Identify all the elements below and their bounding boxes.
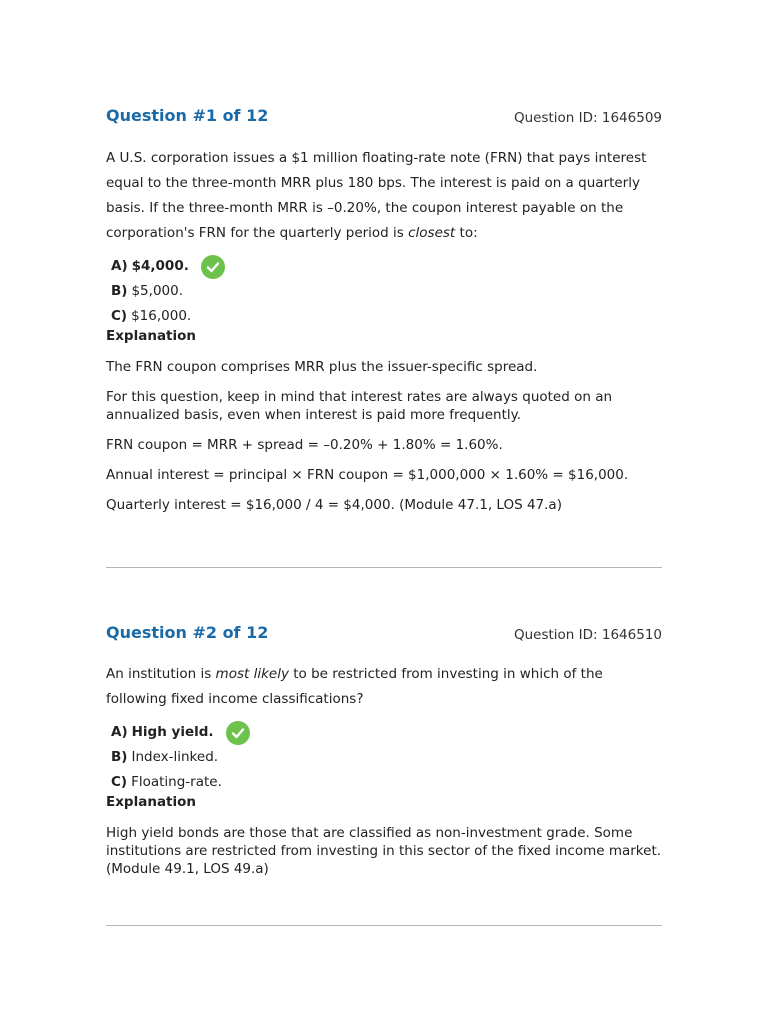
explanation-paragraph: Annual interest = principal × FRN coupon = $1,000,000 × 1.60% = $16,000. (106, 467, 629, 483)
option-text: $16,000. (131, 308, 192, 324)
stem-text-end: to be restricted from investing in which of the following fixed income classifications? (106, 666, 603, 707)
correct-check-icon (201, 255, 225, 279)
correct-check-icon (226, 721, 250, 745)
option-text: $5,000. (131, 283, 183, 299)
answer-options (106, 720, 662, 795)
explanation-heading: Explanation (106, 328, 197, 344)
question-header (106, 623, 662, 653)
question-divider (106, 925, 662, 926)
explanation-paragraph: For this question, keep in mind that interest rates are always quoted on an annualized basis, even when interest is paid more frequently. (106, 389, 613, 423)
option-text: Index-linked. (131, 749, 219, 765)
answer-options (106, 254, 662, 329)
explanation-heading: Explanation (106, 794, 197, 810)
explanation-paragraph: The FRN coupon comprises MRR plus the issuer-specific spread. (106, 359, 538, 375)
question-block-1 (106, 106, 662, 514)
option-text: High yield. (131, 724, 214, 740)
option-label: B) (111, 749, 128, 765)
option-text: $4,000. (131, 258, 189, 274)
question-header (106, 106, 662, 136)
question-title: Question #1 of 12 (106, 106, 269, 125)
question-title: Question #2 of 12 (106, 623, 269, 642)
explanation-paragraph: FRN coupon = MRR + spread = –0.20% + 1.80% = 1.60%. (106, 437, 503, 453)
explanation-paragraph: High yield bonds are those that are classified as non-investment grade. Some institutions are restricted from investing in this sector of the fixed income market. (Module 49.1, LOS 49.a) (106, 825, 662, 877)
stem-text: A U.S. corporation issues a $1 million floating-rate note (FRN) that pays interest equal to the three-month MRR plus 180 bps. The interest is paid on a quarterly basis. If the three-month MRR is –0.20%, the coupon interest payable on the corporation's FRN for the quarterly period is (106, 150, 647, 241)
option-a[interactable] (106, 254, 662, 279)
question-id: Question ID: 1646510 (513, 627, 662, 643)
stem-emphasis: most likely (215, 666, 289, 682)
question-id: Question ID: 1646509 (513, 110, 662, 126)
option-label: B) (111, 283, 128, 299)
option-b[interactable] (106, 745, 662, 770)
option-a[interactable] (106, 720, 662, 745)
option-text: Floating-rate. (131, 774, 222, 790)
question-divider (106, 567, 662, 568)
question-stem (106, 146, 662, 246)
question-block-2 (106, 623, 662, 878)
stem-emphasis: closest (408, 225, 456, 241)
explanation (106, 792, 662, 878)
option-label: C) (111, 308, 128, 324)
option-label: C) (111, 774, 128, 790)
option-b[interactable] (106, 279, 662, 304)
option-label: A) (111, 258, 128, 274)
explanation (106, 326, 662, 514)
stem-text: An institution is (106, 666, 216, 682)
stem-text-end: to: (455, 225, 478, 241)
question-stem (106, 662, 662, 712)
option-label: A) (111, 724, 128, 740)
explanation-paragraph: Quarterly interest = $16,000 / 4 = $4,000. (Module 47.1, LOS 47.a) (106, 497, 562, 513)
